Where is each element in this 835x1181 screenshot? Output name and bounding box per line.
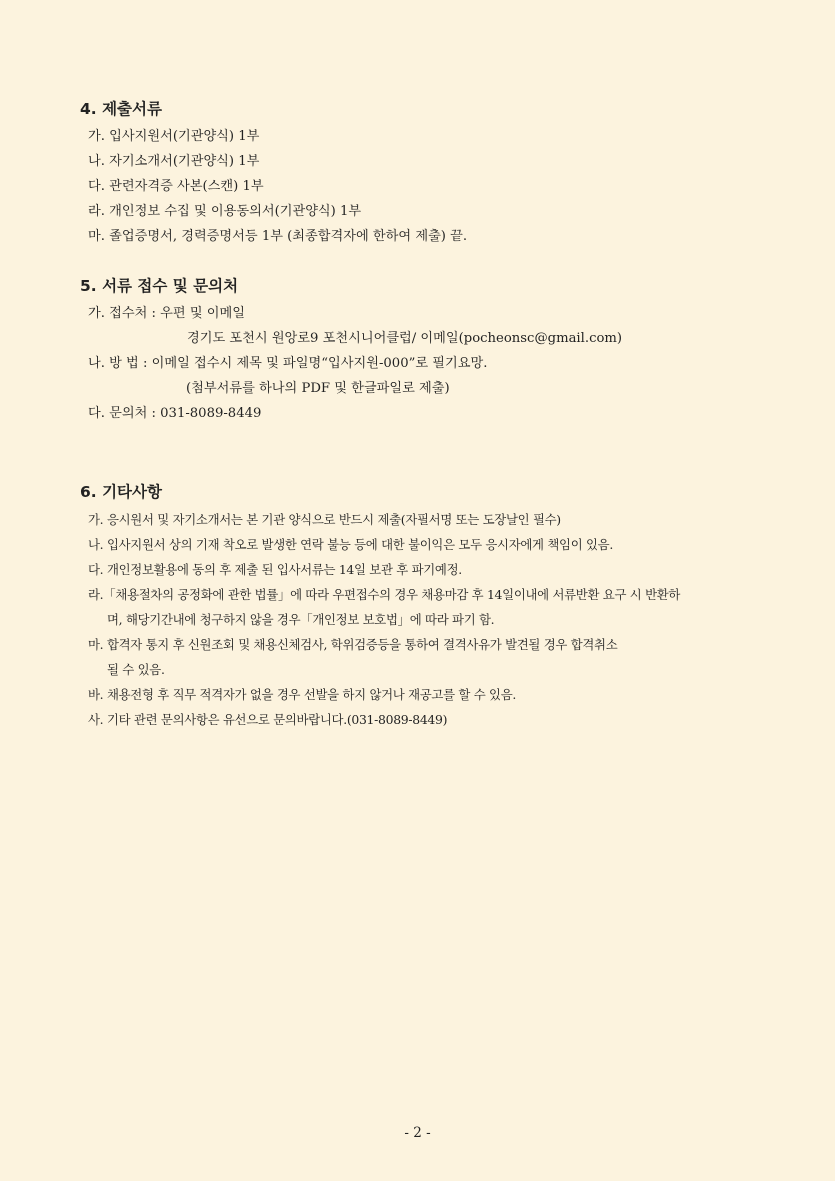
list-item: 마. 합격자 통지 후 신원조회 및 채용신체검사, 학위검증등을 통하여 결격사유가 발견될 경우 합격취소 (88, 637, 618, 652)
list-item: 나. 자기소개서(기관양식) 1부 (88, 154, 260, 169)
list-item: 나. 입사지원서 상의 기재 착오로 발생한 연락 불능 등에 대한 불이익은 모두 응시자에게 책임이 있음. (88, 537, 613, 552)
list-item-continuation: 될 수 있음. (107, 662, 165, 677)
list-item: 나. 방 법 : 이메일 접수시 제목 및 파일명“입사지원-000”로 필기요망. (88, 356, 488, 371)
section-other-notes (80, 481, 780, 732)
list-item: 바. 채용전형 후 직무 적격자가 없을 경우 선발을 하지 않거나 재공고를 할 수 있음. (88, 687, 516, 702)
section-title: 5. 서류 접수 및 문의처 (80, 277, 239, 295)
list-item: 다. 문의처 : 031-8089-8449 (88, 406, 262, 421)
list-item: 가. 응시원서 및 자기소개서는 본 기관 양식으로 반드시 제출(자필서명 또는 도장날인 필수) (88, 512, 561, 527)
list-item: 라. 개인정보 수집 및 이용동의서(기관양식) 1부 (88, 204, 362, 219)
list-item: 다. 관련자격증 사본(스캔) 1부 (88, 179, 264, 194)
list-item-continuation: 며, 해당기간내에 청구하지 않을 경우「개인정보 보호법」에 따라 파기 함. (107, 612, 495, 627)
note-line: (첨부서류를 하나의 PDF 및 한글파일로 제출) (186, 381, 450, 396)
section-title: 4. 제출서류 (80, 100, 162, 118)
list-item: 마. 졸업증명서, 경력증명서등 1부 (최종합격자에 한하여 제출) 끝. (88, 229, 468, 244)
section-title: 6. 기타사항 (80, 483, 162, 501)
list-item: 가. 접수처 : 우편 및 이메일 (88, 306, 245, 321)
section-submission-documents (80, 98, 780, 249)
address-line: 경기도 포천시 원앙로9 포천시니어클럽/ 이메일(pocheonsc@gmail.com) (187, 331, 623, 346)
list-item: 가. 입사지원서(기관양식) 1부 (88, 129, 260, 144)
list-item: 사. 기타 관련 문의사항은 유선으로 문의바랍니다.(031-8089-8449) (88, 712, 448, 727)
list-item: 라.「채용절차의 공정화에 관한 법률」에 따라 우편접수의 경우 채용마감 후 14일이내에 서류반환 요구 시 반환하 (88, 587, 681, 602)
section-reception-contact (80, 275, 780, 426)
page-number: - 2 - (404, 1125, 431, 1141)
list-item: 다. 개인정보활용에 동의 후 제출 된 입사서류는 14일 보관 후 파기예정. (88, 562, 462, 577)
